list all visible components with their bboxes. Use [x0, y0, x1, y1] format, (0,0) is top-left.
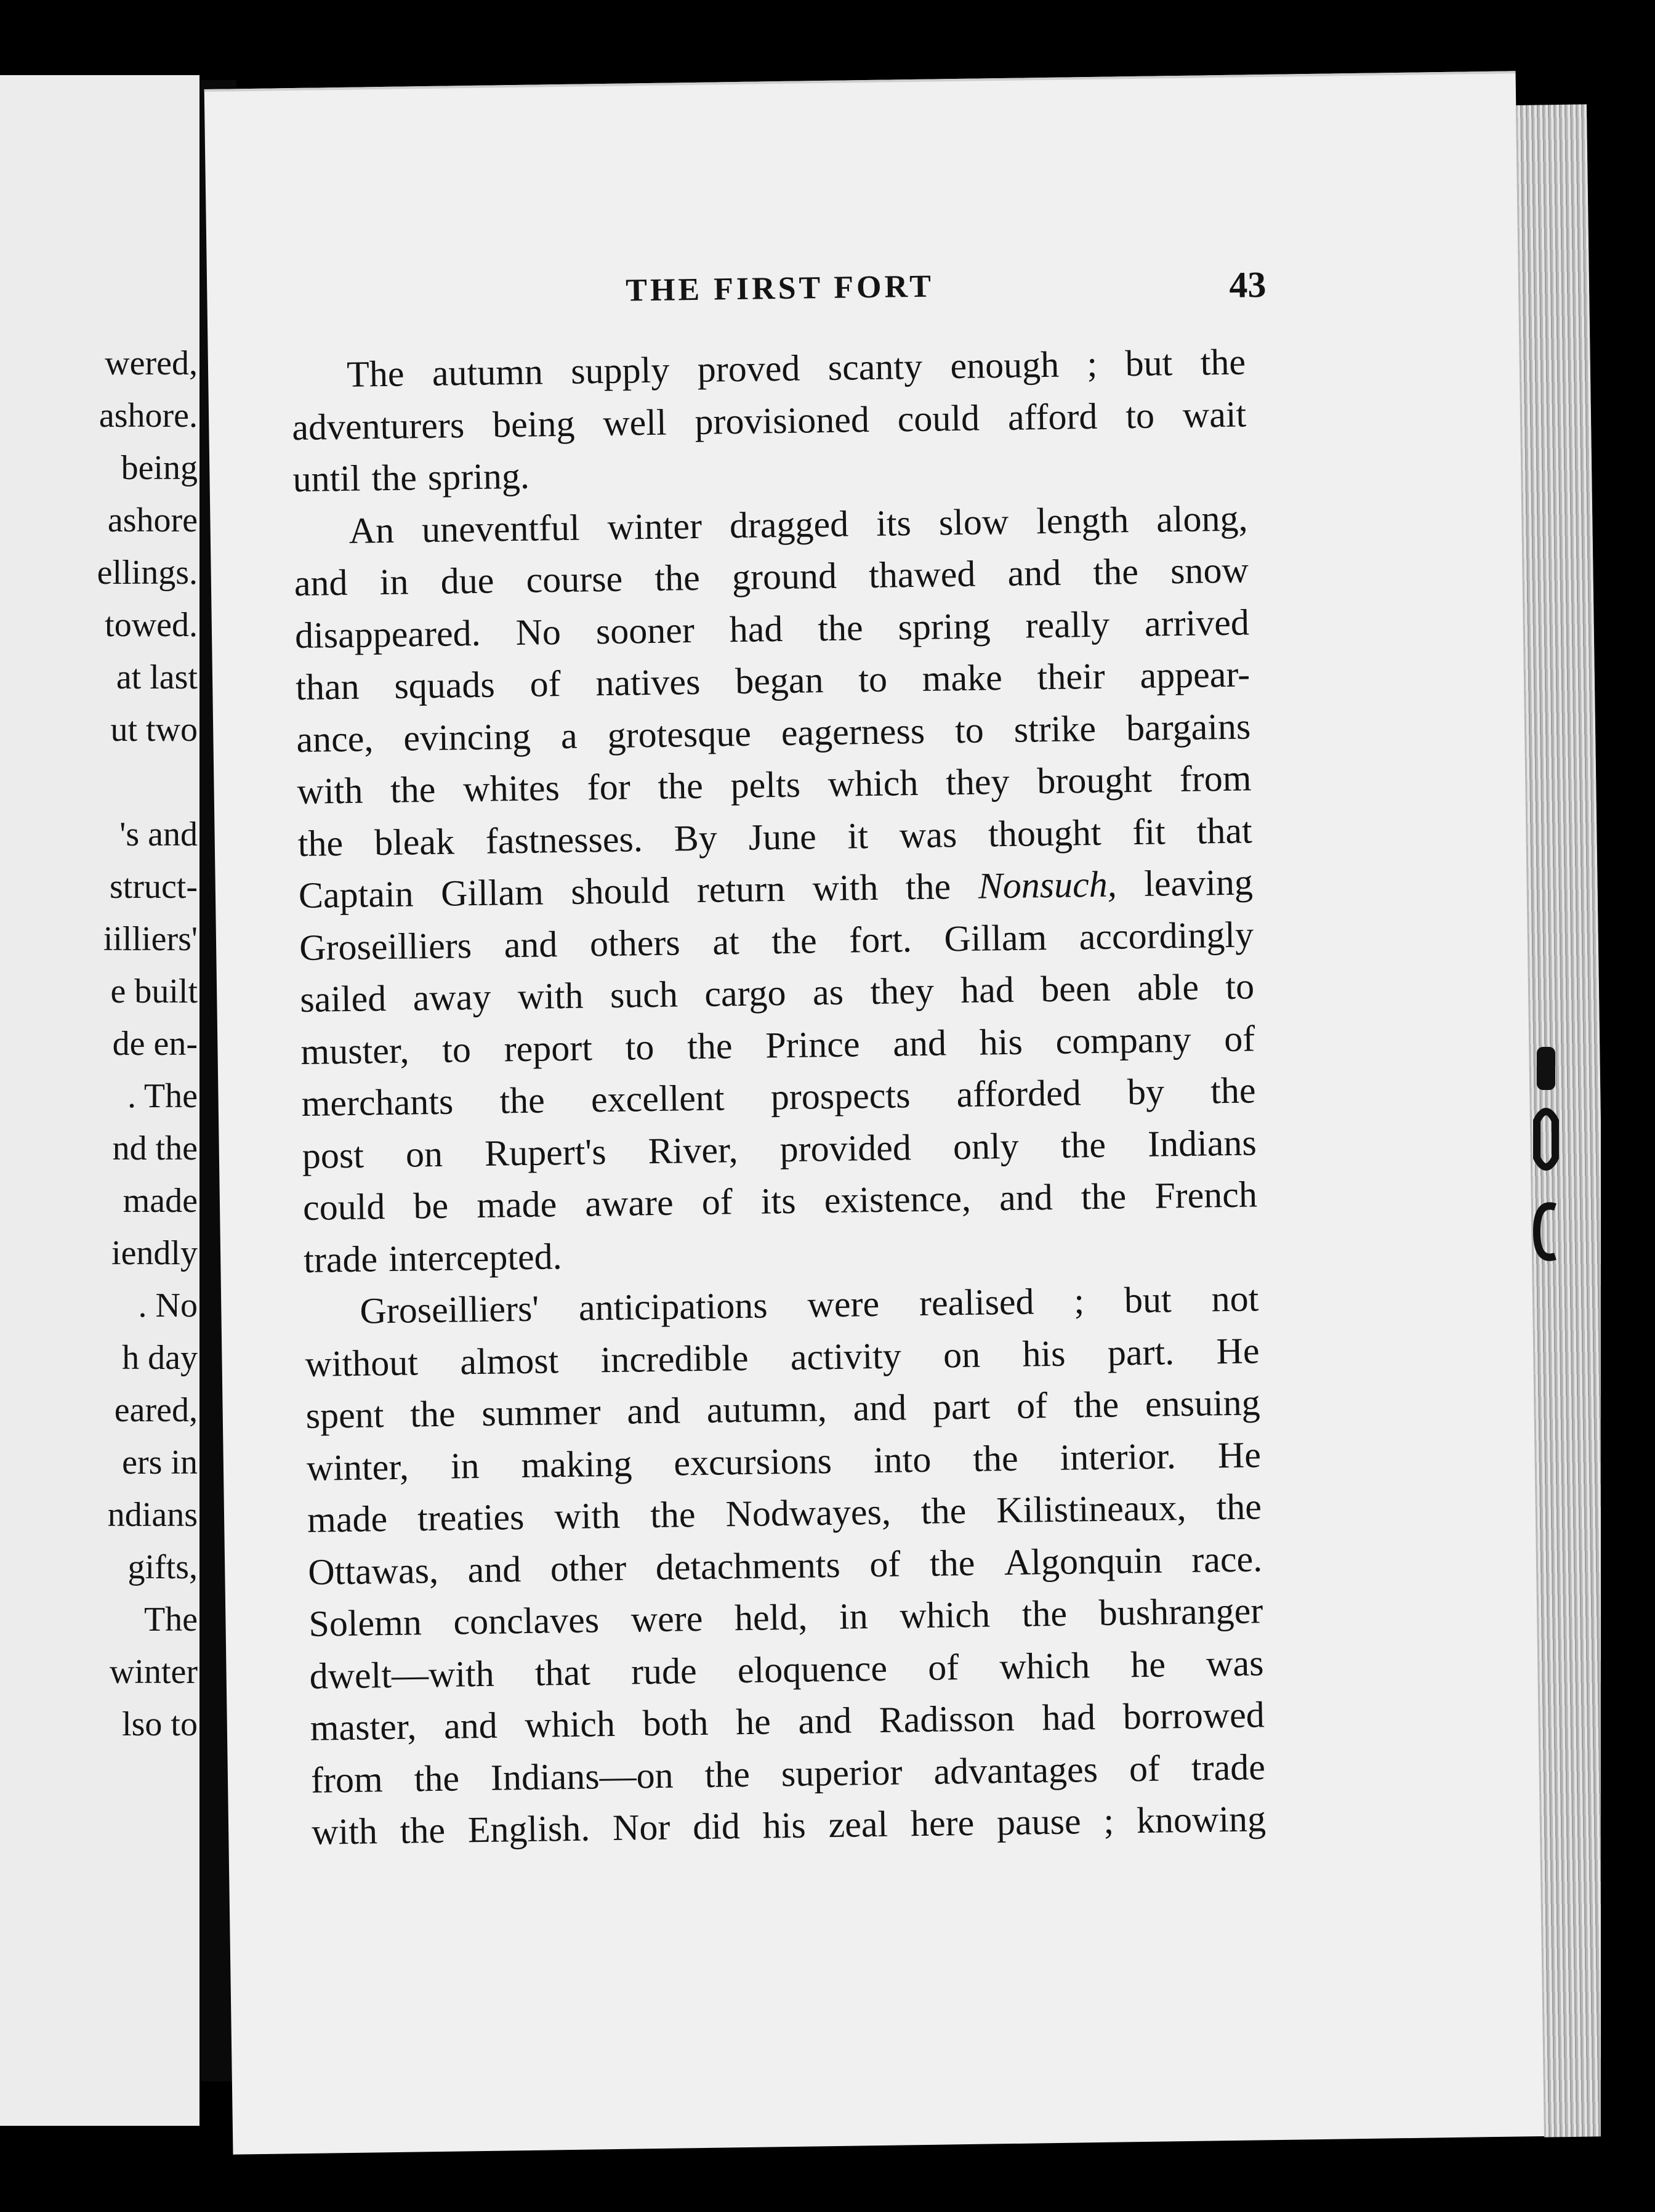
- word: into: [873, 1439, 932, 1480]
- previous-page-line: lso to: [122, 1705, 198, 1743]
- word: Groseilliers: [299, 924, 472, 968]
- word: of: [927, 1646, 959, 1688]
- word: bushranger: [1098, 1590, 1263, 1633]
- word: he: [1130, 1643, 1166, 1685]
- previous-page-line: ers in: [122, 1443, 198, 1482]
- word: pause: [996, 1801, 1082, 1843]
- word: adventurers: [291, 404, 465, 448]
- previous-page-line: iendly: [111, 1234, 198, 1272]
- word: excellent: [590, 1077, 725, 1120]
- word: The: [346, 353, 405, 395]
- word: almost: [459, 1339, 559, 1382]
- word: its: [760, 1180, 797, 1222]
- previous-page-line: . The: [127, 1077, 198, 1115]
- word: with: [311, 1810, 378, 1852]
- word: and: [443, 1705, 498, 1746]
- word: but: [1125, 342, 1173, 384]
- word: and: [467, 1548, 521, 1590]
- running-head-title: THE FIRST FORT: [625, 268, 935, 309]
- word: eloquence: [737, 1647, 888, 1690]
- word: He: [1216, 1330, 1260, 1371]
- word: began: [735, 660, 824, 702]
- word: should: [570, 870, 670, 912]
- word: Radisson: [879, 1697, 1015, 1740]
- page-number: 43: [1228, 264, 1266, 305]
- word: appear-: [1139, 653, 1250, 696]
- word: until: [292, 458, 361, 500]
- word: cargo: [704, 972, 786, 1014]
- word: Nor: [612, 1806, 670, 1849]
- word: the: [1021, 1592, 1068, 1634]
- word: rude: [630, 1650, 698, 1692]
- previous-page-line: nd the: [112, 1129, 198, 1168]
- word: of: [1129, 1748, 1161, 1789]
- background-edge: [1601, 92, 1655, 2143]
- word: due: [440, 560, 494, 602]
- word: spring: [898, 605, 991, 647]
- word: the: [1200, 341, 1246, 383]
- word: wait: [1182, 393, 1247, 435]
- previous-page-line: . No: [138, 1286, 198, 1325]
- previous-page-line: made: [123, 1182, 198, 1220]
- word: conclaves: [453, 1599, 600, 1642]
- word: the: [499, 1080, 546, 1121]
- word: post: [302, 1134, 364, 1176]
- word: that: [1196, 809, 1253, 852]
- word: Gillam: [944, 916, 1047, 959]
- word: intercepted.: [388, 1235, 563, 1279]
- word: Indians: [1147, 1121, 1257, 1165]
- word: treaties: [417, 1496, 525, 1539]
- word: aware: [584, 1182, 674, 1224]
- word: the: [654, 557, 701, 599]
- previous-page-line: The: [143, 1600, 198, 1639]
- word: along,: [1156, 497, 1248, 540]
- word: return: [696, 868, 786, 910]
- previous-page-line: e built: [110, 972, 198, 1011]
- word: superior: [781, 1751, 903, 1794]
- previous-page-line: wered,: [105, 344, 198, 382]
- word: of: [1223, 1017, 1255, 1059]
- word: the: [1216, 1486, 1262, 1528]
- word: the: [771, 919, 818, 961]
- previous-page-line: ashore: [107, 501, 198, 539]
- word: zeal: [828, 1803, 888, 1846]
- word: squads: [393, 664, 496, 706]
- word: and: [504, 923, 558, 965]
- word: supply: [570, 349, 670, 392]
- word: the: [1060, 1124, 1106, 1166]
- word: By: [674, 817, 718, 858]
- word: An: [348, 509, 395, 551]
- word: leaving: [1143, 862, 1254, 904]
- word: Algonquin: [1004, 1540, 1163, 1583]
- word: on: [405, 1133, 443, 1175]
- word: dwelt—with: [309, 1653, 495, 1697]
- word: both: [642, 1701, 709, 1744]
- word: Gillam: [440, 871, 544, 914]
- word: away: [413, 976, 491, 1019]
- word: in: [450, 1445, 480, 1487]
- word: part.: [1107, 1331, 1175, 1373]
- word: Indians—on: [490, 1754, 674, 1798]
- word: was: [899, 813, 957, 855]
- word: the: [1073, 1384, 1119, 1426]
- word: length: [1036, 499, 1129, 541]
- word: the: [400, 1809, 446, 1851]
- word: the: [687, 1025, 733, 1067]
- word: were: [630, 1597, 703, 1640]
- word: been: [1040, 967, 1111, 1010]
- word: the: [920, 1490, 967, 1532]
- word: well: [602, 402, 667, 443]
- word: making: [520, 1443, 632, 1485]
- word: and: [853, 1387, 907, 1429]
- word: of: [701, 1181, 733, 1222]
- word: the: [297, 822, 344, 864]
- word: provisioned: [695, 398, 870, 442]
- library-stamp-mark: [1528, 1047, 1565, 1306]
- word: as: [812, 971, 844, 1013]
- word: proved: [697, 347, 800, 390]
- word: ;: [1073, 1280, 1085, 1322]
- word: trade: [303, 1238, 378, 1280]
- word: June: [748, 815, 817, 858]
- word: sailed: [299, 978, 387, 1020]
- word: with: [554, 1495, 621, 1537]
- running-head: [207, 260, 1518, 309]
- word: ensuing: [1145, 1382, 1261, 1424]
- word: race.: [1191, 1538, 1263, 1580]
- word: really: [1025, 603, 1110, 645]
- word: natives: [595, 661, 701, 704]
- word: ground: [731, 555, 837, 598]
- word: provided: [779, 1126, 912, 1169]
- word: had: [729, 608, 783, 650]
- word: which: [828, 762, 919, 804]
- word: winter: [607, 505, 703, 547]
- word: here: [910, 1802, 975, 1844]
- word: which: [899, 1594, 991, 1636]
- word: with: [812, 866, 879, 909]
- word: master,: [310, 1706, 417, 1748]
- word: to: [858, 658, 888, 700]
- word: with: [297, 770, 363, 812]
- word: Kilistineaux,: [996, 1487, 1186, 1531]
- word: their: [1037, 655, 1106, 698]
- book-page: [204, 71, 1545, 2154]
- previous-page-line: ndians: [107, 1496, 198, 1534]
- word: anticipations: [578, 1285, 768, 1328]
- word: advantages: [933, 1748, 1098, 1792]
- word: eagerness: [781, 710, 925, 753]
- word: ance,: [296, 717, 374, 760]
- previous-page-line: 's and: [119, 815, 198, 854]
- word: the: [390, 769, 436, 810]
- word: the: [972, 1437, 1019, 1479]
- word: he: [735, 1701, 771, 1743]
- word: No: [515, 611, 562, 653]
- word: from: [1179, 757, 1252, 800]
- word: grotesque: [607, 712, 752, 756]
- word: spring.: [427, 455, 530, 498]
- word: that: [534, 1652, 591, 1693]
- word: evincing: [403, 716, 531, 759]
- word: on: [943, 1334, 981, 1375]
- word: winter,: [306, 1446, 409, 1488]
- previous-page-line: ellings.: [97, 554, 198, 592]
- word: were: [807, 1283, 880, 1325]
- word: his: [762, 1804, 807, 1846]
- previous-page-line: gifts,: [127, 1548, 198, 1586]
- word: muster,: [300, 1030, 409, 1072]
- word: only: [952, 1125, 1020, 1167]
- word: thought: [988, 812, 1101, 854]
- word: not: [1211, 1278, 1259, 1320]
- word: and: [1007, 552, 1061, 594]
- previous-page-line: at last: [116, 658, 198, 696]
- word: dragged: [729, 503, 849, 546]
- word: thawed: [868, 553, 976, 596]
- word: strike: [1013, 708, 1097, 750]
- word: Groseilliers': [359, 1288, 539, 1331]
- word: but: [1124, 1279, 1172, 1321]
- word: the: [658, 765, 704, 807]
- word: existence,: [824, 1177, 972, 1221]
- word: to: [1225, 966, 1255, 1007]
- word: his: [979, 1021, 1023, 1063]
- word: being: [492, 403, 575, 445]
- word: the: [1081, 1176, 1127, 1217]
- word: did: [692, 1806, 741, 1847]
- word: incredible: [600, 1337, 749, 1380]
- word: its: [876, 502, 912, 544]
- word: accordingly: [1079, 913, 1254, 957]
- word: realised: [919, 1281, 1034, 1324]
- word: English.: [467, 1807, 590, 1851]
- word: uneventful: [421, 507, 581, 550]
- word: it: [847, 815, 869, 857]
- word: other: [550, 1547, 627, 1589]
- word: company: [1055, 1019, 1191, 1062]
- word: knowing: [1136, 1798, 1266, 1841]
- word: to: [954, 709, 985, 751]
- word: fort.: [848, 918, 912, 961]
- word: the: [371, 457, 417, 499]
- word: which: [524, 1703, 616, 1746]
- word: enough: [950, 344, 1060, 387]
- word: to: [441, 1028, 472, 1070]
- word: was: [1206, 1642, 1264, 1684]
- word: held,: [734, 1596, 808, 1639]
- word: made: [307, 1498, 388, 1540]
- word: which: [999, 1644, 1090, 1687]
- word: they: [945, 761, 1010, 803]
- previous-page-line: struct-: [109, 868, 198, 906]
- word: prospects: [770, 1075, 911, 1118]
- word: ;: [1087, 343, 1098, 385]
- word: of: [869, 1543, 901, 1584]
- word: of: [1016, 1385, 1048, 1426]
- word: in: [379, 561, 409, 603]
- word: the: [929, 1542, 975, 1584]
- word: had: [960, 969, 1015, 1011]
- word: from: [310, 1758, 384, 1801]
- word: than: [295, 666, 360, 708]
- word: autumn,: [706, 1388, 828, 1431]
- previous-page-line: being: [121, 449, 198, 487]
- word: by: [1127, 1071, 1165, 1113]
- word: to: [1125, 395, 1155, 436]
- word: borrowed: [1122, 1694, 1265, 1737]
- word: able: [1137, 966, 1199, 1009]
- previous-page-line: h day: [122, 1339, 198, 1377]
- word: Rupert's: [484, 1131, 606, 1174]
- word: the: [414, 1758, 460, 1799]
- word: pelts: [730, 764, 801, 806]
- word: slow: [938, 501, 1009, 543]
- word: such: [610, 974, 679, 1015]
- word: Prince: [765, 1023, 860, 1065]
- word: summer: [481, 1391, 602, 1434]
- word: scanty: [828, 345, 923, 388]
- word: Solemn: [308, 1602, 422, 1644]
- word: be: [413, 1185, 449, 1227]
- word: the: [817, 607, 864, 648]
- word: they: [869, 970, 935, 1012]
- word: in: [839, 1596, 869, 1637]
- word: He: [1217, 1434, 1262, 1475]
- word: and: [797, 1700, 852, 1742]
- word: ;: [1103, 1800, 1114, 1841]
- word: could: [302, 1186, 385, 1228]
- word: fit: [1132, 810, 1166, 852]
- word: spent: [305, 1394, 384, 1436]
- word: the: [650, 1494, 696, 1536]
- word: Nodwayes,: [725, 1491, 892, 1535]
- word: detachments: [655, 1544, 841, 1588]
- word: disappeared.: [294, 612, 481, 656]
- word: made: [476, 1184, 557, 1226]
- word: course: [526, 558, 623, 600]
- word: and: [892, 1022, 947, 1064]
- word: the: [409, 1393, 456, 1435]
- word: arrived: [1144, 601, 1250, 644]
- word: trade: [1191, 1746, 1266, 1788]
- word: brought: [1036, 759, 1153, 802]
- word: excursions: [673, 1440, 832, 1483]
- word: the: [1093, 551, 1139, 592]
- word: activity: [790, 1334, 902, 1378]
- word: make: [922, 657, 1003, 699]
- previous-page-line: ashore.: [99, 397, 198, 435]
- word: River,: [648, 1129, 738, 1171]
- word: sooner: [595, 609, 695, 652]
- word: snow: [1170, 549, 1249, 592]
- italic-word: Nonsuch,: [978, 863, 1117, 906]
- word: with: [517, 975, 584, 1017]
- previous-page-line: eared,: [114, 1391, 198, 1429]
- word: whites: [462, 767, 560, 810]
- word: had: [1041, 1697, 1096, 1738]
- word: bleak: [374, 820, 455, 863]
- word: others: [589, 921, 681, 964]
- previous-page-line: towed.: [105, 606, 198, 644]
- word: interior.: [1060, 1435, 1177, 1478]
- word: to: [625, 1026, 654, 1068]
- word: of: [530, 663, 562, 704]
- word: autumn: [432, 351, 544, 394]
- word: part: [932, 1386, 991, 1427]
- word: afforded: [956, 1072, 1082, 1115]
- previous-page-line: winter: [109, 1653, 198, 1691]
- word: the: [905, 866, 951, 908]
- word: could: [897, 397, 980, 439]
- word: bargains: [1125, 705, 1251, 748]
- previous-page: [0, 75, 199, 2126]
- word: merchants: [301, 1081, 454, 1124]
- word: and: [294, 562, 348, 604]
- word: report: [504, 1027, 593, 1069]
- word: the: [1210, 1070, 1256, 1112]
- word: French: [1154, 1174, 1258, 1216]
- word: without: [305, 1341, 419, 1384]
- word: at: [712, 921, 740, 963]
- body-text: [291, 336, 1266, 1858]
- word: his: [1022, 1333, 1066, 1374]
- word: and: [999, 1176, 1053, 1219]
- word: the: [704, 1753, 751, 1795]
- word: afford: [1007, 395, 1098, 438]
- word: Captain: [298, 873, 414, 916]
- word: and: [626, 1390, 681, 1432]
- previous-page-line: ut two: [110, 711, 198, 749]
- word: for: [587, 766, 631, 808]
- previous-page-line: iilliers': [103, 920, 198, 958]
- word: fastnesses.: [485, 818, 643, 862]
- previous-page-line: de en-: [112, 1025, 198, 1063]
- word: Ottawas,: [307, 1549, 439, 1592]
- word: a: [560, 715, 578, 756]
